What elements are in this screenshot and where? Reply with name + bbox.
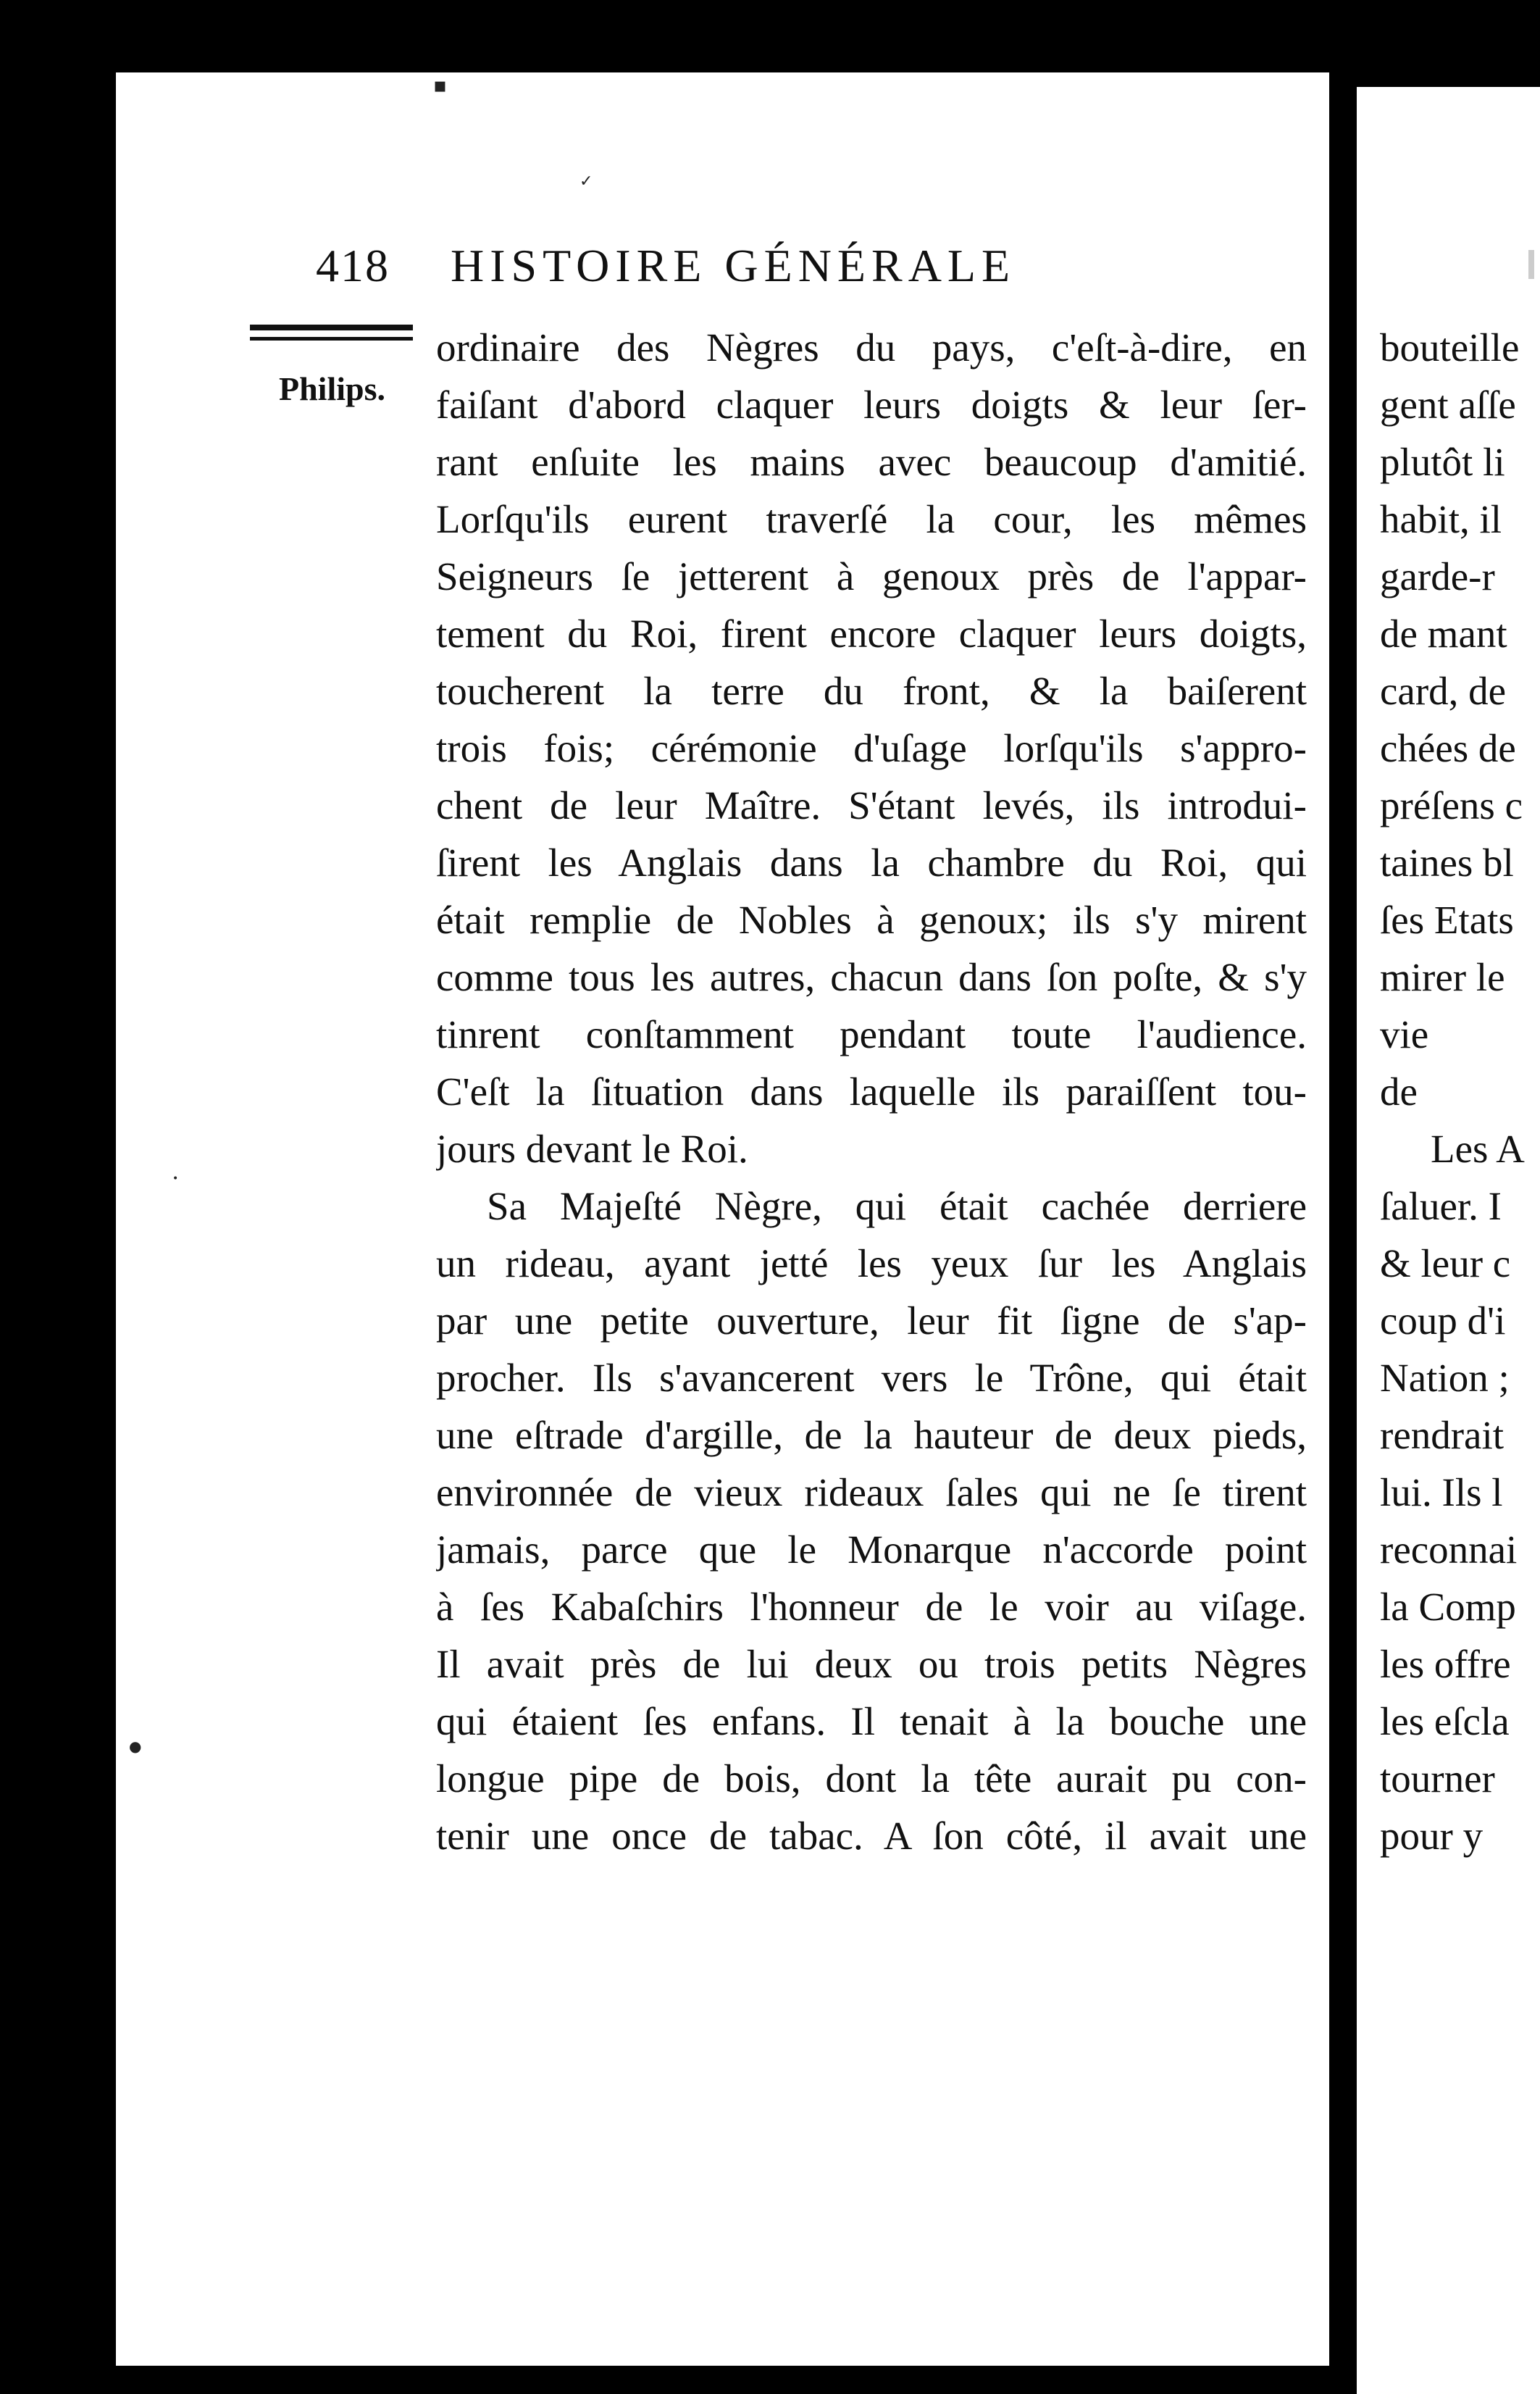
right-text-line: chées de	[1380, 726, 1516, 770]
text-line: qui étaient ſes enfans. Il tenait à la bouche une	[436, 1699, 1307, 1743]
text-line: procher. Ils s'avancerent vers le Trône, qui était	[436, 1356, 1307, 1400]
right-text-line: pour y	[1380, 1814, 1483, 1858]
right-text-line: coup d'i	[1380, 1298, 1506, 1343]
right-text-line: la Comp	[1380, 1585, 1516, 1629]
text-line: longue pipe de bois, dont la tête aurait pu con-	[436, 1756, 1307, 1801]
text-line: jours devant le Roi.	[436, 1127, 748, 1171]
text-line: Lorſqu'ils eurent traverſé la cour, les mêmes	[436, 497, 1307, 541]
right-text-line: lui. Ils l	[1380, 1470, 1503, 1514]
right-text-line: Nation ;	[1380, 1356, 1510, 1400]
right-text-line: gent aſſe	[1380, 383, 1516, 427]
text-line: tement du Roi, firent encore claquer leurs doigts,	[436, 612, 1307, 656]
text-line: à ſes Kabaſchirs l'honneur de le voir au viſage.	[436, 1585, 1307, 1629]
right-text-line: les eſcla	[1380, 1699, 1510, 1743]
text-line: comme tous les autres, chacun dans ſon poſte, & s'y	[436, 955, 1307, 999]
text-line: jamais, parce que le Monarque n'accorde point	[436, 1527, 1307, 1572]
text-line: trois fois; cérémonie d'uſage lorſqu'ils s'appro-	[436, 726, 1307, 770]
text-line: environnée de vieux rideaux ſales qui ne ſe tirent	[436, 1470, 1307, 1514]
body-text	[436, 319, 1313, 1864]
right-text-line: préſens c	[1380, 783, 1523, 827]
text-line: C'eſt la ſituation dans laquelle ils paraiſſent tou-	[436, 1069, 1307, 1114]
text-line: par une petite ouverture, leur fit ſigne de s'ap-	[436, 1298, 1307, 1343]
text-line: chent de leur Maître. S'étant levés, ils introdui-	[436, 783, 1307, 827]
right-page-text	[1380, 319, 1540, 1864]
ink-speck: ▪	[433, 73, 447, 97]
text-line: Seigneurs ſe jetterent à genoux près de l'appar-	[436, 554, 1307, 598]
running-head	[316, 239, 1214, 304]
right-text-line: vie	[1380, 1012, 1429, 1056]
right-text-line: bouteille	[1380, 325, 1520, 370]
right-text-line: & leur c	[1380, 1241, 1511, 1285]
right-text-line: de	[1380, 1069, 1418, 1114]
text-line: était remplie de Nobles à genoux; ils s'y mirent	[436, 898, 1307, 942]
right-text-line: habit, il	[1380, 497, 1502, 541]
right-text-line: tourner	[1380, 1756, 1495, 1801]
book-gutter	[1329, 87, 1357, 2394]
right-text-line: les offre	[1380, 1642, 1511, 1686]
margin-note: Philips.	[279, 370, 386, 407]
text-line: Il avait près de lui deux ou trois petits Nègres	[436, 1642, 1307, 1686]
right-page-head-mark	[1528, 250, 1534, 279]
right-text-line: ſes Etats	[1380, 898, 1514, 942]
text-line: rant enſuite les mains avec beaucoup d'amitié.	[436, 440, 1307, 484]
right-text-line: plutôt li	[1380, 440, 1505, 484]
right-text-line: card, de	[1380, 669, 1507, 713]
ink-speck: ●	[129, 1738, 142, 1755]
right-text-line: Les A	[1431, 1127, 1525, 1171]
text-line: ſirent les Anglais dans la chambre du Roi, qui	[436, 841, 1307, 885]
ink-speck: ✓	[579, 172, 593, 191]
text-line: tenir une once de tabac. A ſon côté, il avait une	[436, 1814, 1307, 1858]
text-line: faiſant d'abord claquer leurs doigts & leur ſer-	[436, 383, 1307, 427]
right-text-line: de mant	[1380, 612, 1507, 656]
text-line: toucherent la terre du front, & la baiſerent	[436, 669, 1307, 713]
page-number: 418	[316, 240, 390, 291]
right-text-line: reconnai	[1380, 1527, 1518, 1572]
text-line: une eſtrade d'argille, de la hauteur de deux pieds,	[436, 1413, 1307, 1457]
text-line: tinrent conſtamment pendant toute l'audience.	[436, 1012, 1307, 1056]
ink-speck: •	[172, 1173, 179, 1185]
right-text-line: garde-r	[1380, 554, 1495, 598]
right-text-line: rendrait	[1380, 1413, 1505, 1457]
margin-rule	[250, 325, 413, 341]
text-line: un rideau, ayant jetté les yeux ſur les Anglais	[436, 1241, 1307, 1285]
text-line: Sa Majeſté Nègre, qui était cachée derriere	[487, 1184, 1307, 1228]
text-line: ordinaire des Nègres du pays, c'eſt-à-dire, en	[436, 325, 1307, 370]
right-text-line: mirer le	[1380, 955, 1505, 999]
right-text-line: ſaluer. I	[1380, 1184, 1502, 1228]
header-title: HISTOIRE GÉNÉRALE	[451, 240, 1016, 291]
scan-border-top	[0, 0, 1540, 72]
right-text-line: taines bl	[1380, 841, 1514, 885]
